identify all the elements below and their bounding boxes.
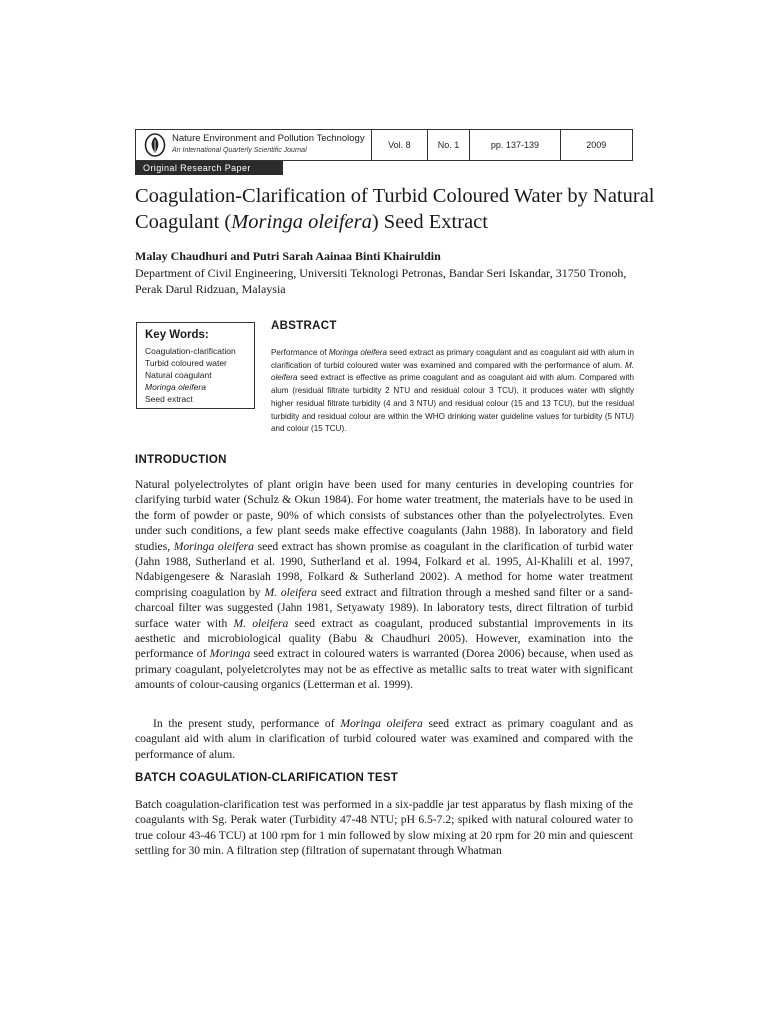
introduction-paragraph: Natural polyelectrolytes of plant origin have been used for many centuries in developing countries for clarifying turbid water (Schulz & Okun 1984). For home water treatment, the materials have to be used in the form of powder or paste, 90% of which consists of substances other than the polyelectrolytes. Even under such conditions, a few plant seeds make effective coagulants (Jahn 1988). In laboratory and field studies, Moringa oleifera seed extract has shown promise as coagulant in the clarification of turbid water (Jahn 1988, Sutherland et al. 1990, Sutherland et al. 1994, Folkard et al. 1995, Al-Khalili et al. 1997, Ndabigengesere & Narasiah 1998, Folkard & Sutherland 2002). A method for home water treatment comprising coagulation by M. oleifera seed extract and filtration through a meshed sand filter or a sand-charcoal filter was suggested (Jahn 1981, Setyawaty 1989). In laboratory tests, direct filtration of turbid surface water with M. oleifera seed extract as coagulant, produced substantial improvements in its aesthetic and microbiological quality (Babu & Chaudhuri 2005). However, examination into the performance of Moringa seed extract in coloured waters is warranted (Dorea 2006) because, when used as primary coagulant, polyeletcrolytes may not be as effective as metallic salts to treat water with significant amounts of colour-causing organics (Letterman et al. 1999). xyxy=(135,478,634,692)
journal-header xyxy=(135,129,633,161)
journal-subtitle: An International Quarterly Scientific Journal xyxy=(172,147,307,154)
journal-logo-icon xyxy=(144,133,166,157)
author-affiliation: Department of Civil Engineering, Universiti Teknologi Petronas, Bandar Seri Iskandar, 31750 Tronoh, Perak Darul Ridzuan, Malaysia xyxy=(135,266,627,296)
paper-title: Coagulation-Clarification of Turbid Coloured Water by Natural Coagulant (Moringa oleifera) Seed Extract xyxy=(135,185,655,233)
keywords-heading: Key Words: xyxy=(145,329,209,341)
keyword-item: Turbid coloured water xyxy=(145,358,227,368)
journal-volume: Vol. 8 xyxy=(372,130,428,160)
abstract-heading: ABSTRACT xyxy=(271,320,337,332)
abstract-text: Performance of Moringa oleifera seed extract as primary coagulant and as coagulant aid with alum in clarification of turbid coloured water was examined and compared with the performance of alum. M. oleifera seed extract is effective as prime coagulant and as coagulant aid with alum. Compared with alum (residual filtrate turbidity 2 NTU and residual colour 3 TCU), it produces water with slightly higher residual filtrate turbidity (4 and 3 NTU) and residual colour (15 and 13 TCU), but the residual turbidity and residual colour are within the WHO drinking water guideline values for turbidity (5 NTU) and colour (15 TCU). xyxy=(271,348,634,434)
journal-name: Nature Environment and Pollution Technology xyxy=(172,133,365,144)
keyword-item: Natural coagulant xyxy=(145,370,212,380)
journal-number: No. 1 xyxy=(428,130,471,160)
keyword-item: Seed extract xyxy=(145,394,193,404)
journal-pages: pp. 137-139 xyxy=(470,130,560,160)
keywords-box xyxy=(136,322,255,409)
paper-type-label: Original Research Paper xyxy=(135,161,283,175)
introduction-paragraph: In the present study, performance of Moringa oleifera seed extract as primary coagulant and as coagulant aid with alum in clarification of turbid coloured water was examined and compared with the performance of alum. xyxy=(135,717,633,761)
batch-test-heading: BATCH COAGULATION-CLARIFICATION TEST xyxy=(135,772,399,784)
keyword-item: Moringa oleifera xyxy=(145,382,206,392)
introduction-heading: INTRODUCTION xyxy=(135,454,227,466)
keyword-item: Coagulation-clarification xyxy=(145,346,236,356)
batch-test-paragraph: Batch coagulation-clarification test was performed in a six-paddle jar test apparatus by flash mixing of the coagulants with Sg. Perak water (Turbidity 47-48 NTU; pH 6.5-7.2; spiked with natural coloured water to true colour 43-46 TCU) at 100 rpm for 1 min followed by slow mixing at 20 rpm for 20 min and quiescent settling for 30 min. A filtration step (filtration of supernatant through Whatman xyxy=(135,798,633,858)
journal-masthead xyxy=(136,130,372,160)
paper-authors: Malay Chaudhuri and Putri Sarah Aainaa Binti Khairuldin xyxy=(135,249,441,263)
journal-year: 2009 xyxy=(586,140,607,150)
